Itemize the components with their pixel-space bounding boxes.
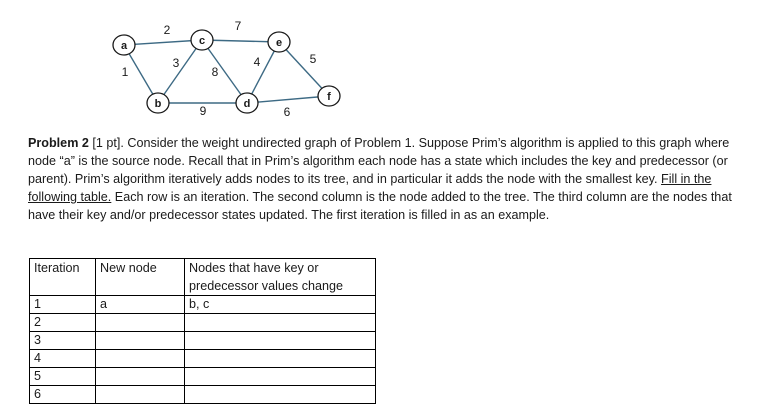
edge-weight-a-c: 2 (163, 23, 171, 38)
edge-weight-a-b: 1 (121, 65, 129, 80)
edge-weight-e-f: 5 (309, 52, 317, 67)
cell-new-node[interactable]: a (96, 296, 185, 314)
node-label: d (243, 97, 251, 110)
cell-changed-nodes[interactable] (185, 386, 376, 404)
table-instruction: Fill in the following table. (28, 172, 712, 205)
edge-a-c (124, 40, 202, 45)
node-b (147, 93, 169, 113)
edge-weight-d-e: 4 (253, 55, 261, 70)
node-label: c (198, 34, 206, 47)
header-new-node: New node (96, 259, 185, 296)
cell-iteration: 1 (30, 296, 96, 314)
cell-new-node[interactable] (96, 314, 185, 332)
node-e (268, 32, 290, 52)
edge-b-c (158, 40, 202, 103)
node-label: a (120, 39, 128, 52)
table-row (30, 368, 376, 386)
table-row (30, 296, 376, 314)
node-c (191, 30, 213, 50)
cell-iteration: 5 (30, 368, 96, 386)
cell-changed-nodes[interactable] (185, 314, 376, 332)
edge-c-d (202, 40, 247, 103)
table-header-row (30, 259, 376, 296)
cell-new-node[interactable] (96, 386, 185, 404)
edge-weight-d-f: 6 (283, 105, 291, 120)
edge-d-f (247, 96, 329, 103)
cell-iteration: 2 (30, 314, 96, 332)
node-label: b (154, 97, 162, 110)
cell-new-node[interactable] (96, 350, 185, 368)
table-row (30, 332, 376, 350)
problem-text-rest: Each row is an iteration. The second column is the node added to the tree. The third column are the nodes that have their key and/or predecessor states updated. The first iteration is filled in as an example. (28, 190, 732, 223)
problem-statement (28, 134, 750, 224)
cell-iteration: 3 (30, 332, 96, 350)
problem-text-intro: Consider the weight undirected graph of Problem 1. Suppose Prim’s algorithm is applied to this graph where node “a” is the source node. Recall that in Prim’s algorithm each node has a state which includes the key and predecessor (or parent). Prim’s algorithm iteratively adds nodes to its tree, and in particular it adds the node with the smallest key. (28, 136, 730, 187)
cell-new-node[interactable] (96, 368, 185, 386)
cell-new-node[interactable] (96, 332, 185, 350)
cell-changed-nodes[interactable] (185, 368, 376, 386)
edge-weight-b-c: 3 (172, 56, 180, 71)
graph-diagram (0, 0, 771, 130)
iteration-table (29, 258, 376, 404)
edge-weight-c-e: 7 (234, 19, 242, 34)
table-row (30, 386, 376, 404)
edge-weight-c-d: 8 (211, 65, 219, 80)
problem-title: Problem 2 (28, 136, 89, 150)
cell-changed-nodes[interactable] (185, 332, 376, 350)
cell-iteration: 4 (30, 350, 96, 368)
header-iteration: Iteration (30, 259, 96, 296)
node-a (113, 35, 135, 55)
table-row (30, 350, 376, 368)
table-row (30, 314, 376, 332)
node-label: e (275, 36, 283, 49)
header-changed-nodes: Nodes that have key or predecessor values change (185, 259, 376, 296)
problem-points: [1 pt]. (88, 136, 128, 150)
node-d (236, 93, 258, 113)
cell-changed-nodes[interactable]: b, c (185, 296, 376, 314)
cell-changed-nodes[interactable] (185, 350, 376, 368)
cell-iteration: 6 (30, 386, 96, 404)
node-f (318, 86, 340, 106)
edge-weight-b-d: 9 (199, 104, 207, 119)
node-label: f (327, 90, 331, 103)
